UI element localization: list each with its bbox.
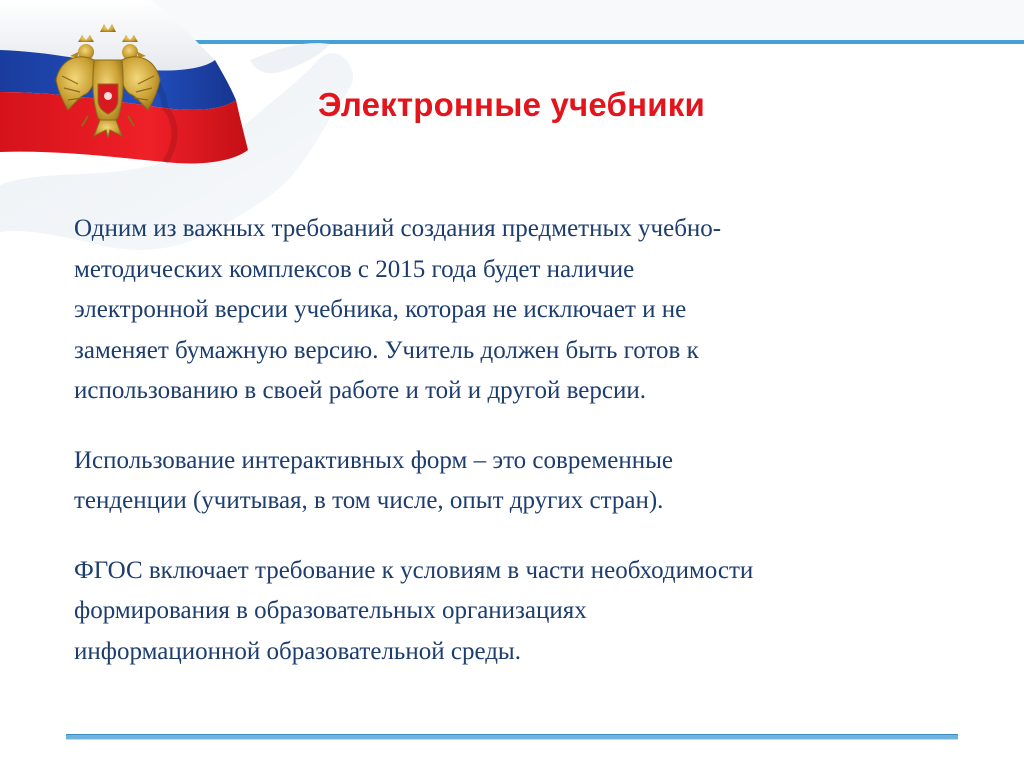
paragraph-fgos-requirement: ФГОС включает требование к условиям в части необходимости формирования в образовательных организациях информационной образовательной среды. (74, 556, 754, 665)
slide-body (74, 209, 954, 672)
slide-title: Электронные учебники (318, 86, 705, 123)
bottom-divider (66, 734, 958, 740)
paragraph-gap (74, 412, 954, 441)
paragraph-interactive-forms: Использование интерактивных форм – это современные тенденции (учитывая, в том числе, опыт других стран). (74, 446, 673, 514)
paragraph-gap (74, 522, 954, 551)
paragraph-ebook-requirement: Одним из важных требований создания предметных учебно- методических комплексов с 2015 года будет наличие электронной версии учебника, которая не исключает и не заменяет бумажную версию. Учитель должен быть готов к использованию в своей работе и той и другой версии. (74, 215, 722, 404)
